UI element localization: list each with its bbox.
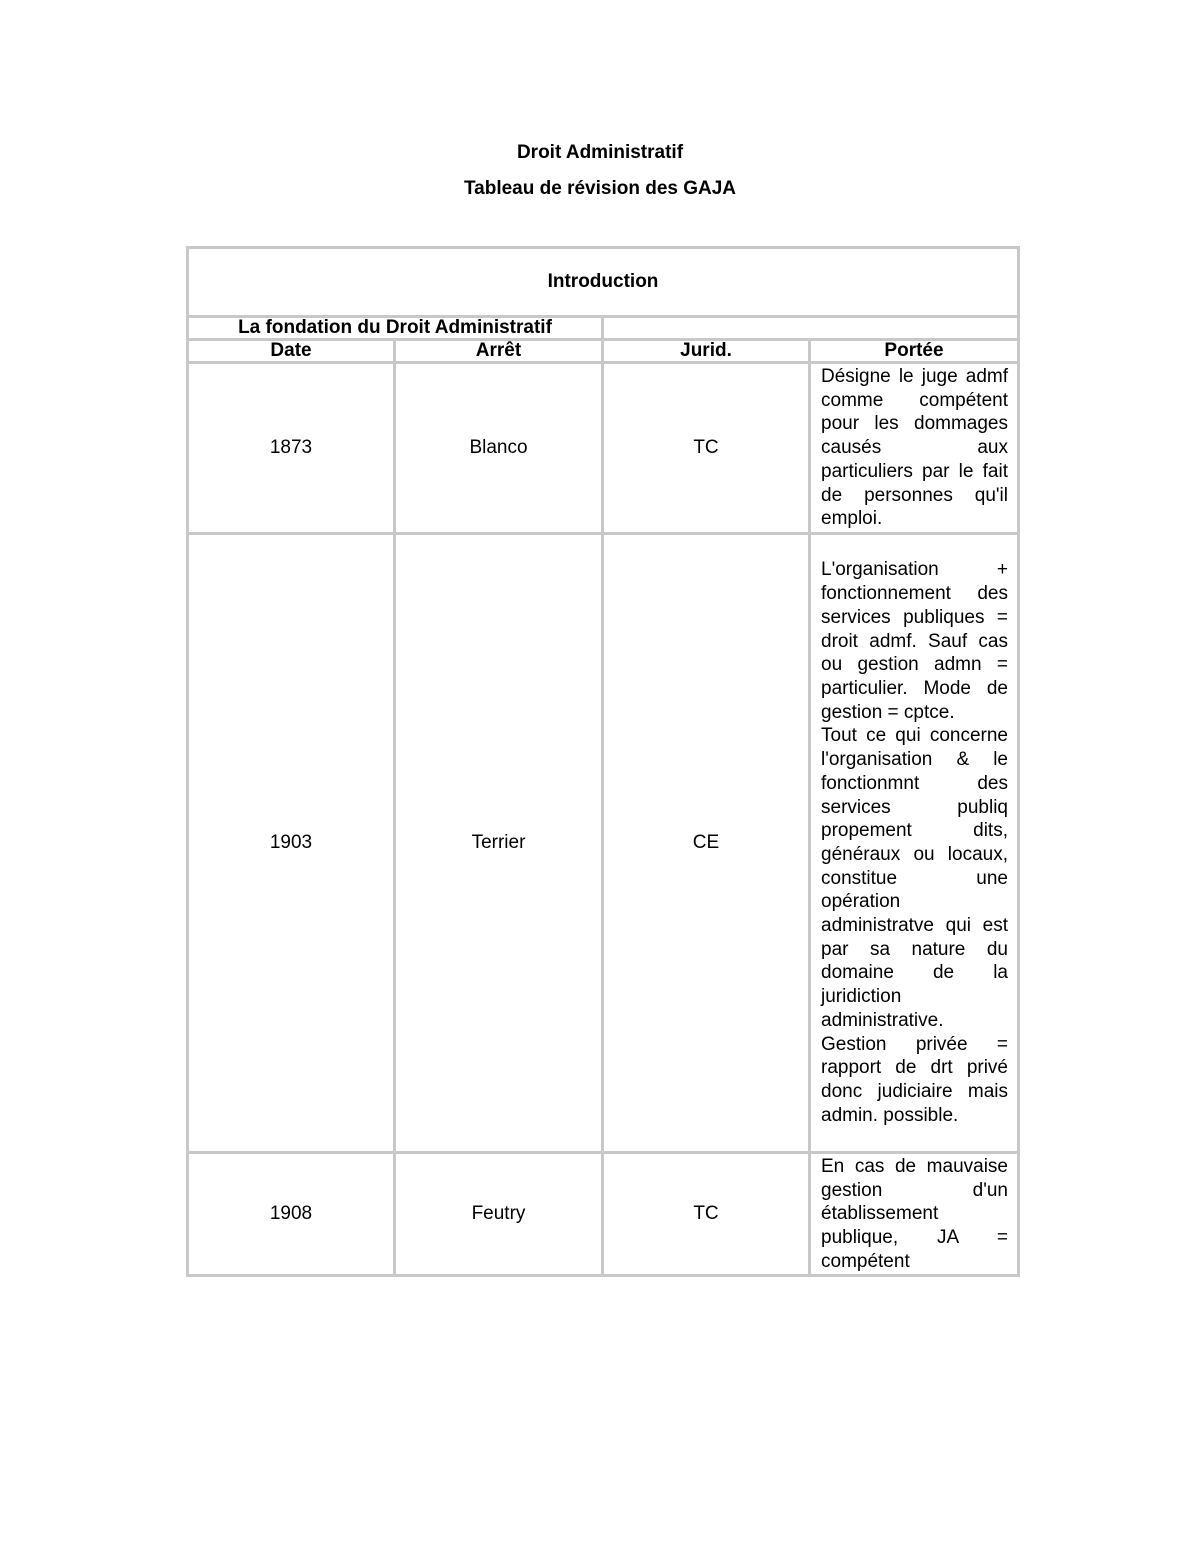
cell-date: 1903 — [188, 533, 395, 1152]
document-subtitle: Tableau de révision des GAJA — [463, 178, 737, 199]
cell-portee — [810, 533, 1019, 1152]
table-row — [188, 363, 1019, 534]
intro-heading: Introduction — [188, 248, 1019, 317]
header-jurid: Jurid. — [603, 340, 810, 363]
section-row — [188, 317, 1019, 340]
intro-row — [188, 248, 1019, 317]
cell-jurid: TC — [603, 1152, 810, 1276]
cell-jurid: TC — [603, 363, 810, 534]
document-title: Droit Administratif — [516, 142, 684, 163]
gaja-revision-table — [186, 246, 1020, 1277]
table-row — [188, 1152, 1019, 1276]
header-row — [188, 340, 1019, 363]
portee-text: En cas de mauvaise gestion d'un établissement publique, JA = compétent — [821, 1155, 1008, 1272]
portee-text: Tout ce qui concerne l'organisation & le fonctionmnt des services publiq propement dits, généraux ou locaux, constitue une opération administratve qui est par sa nature du domaine de la juridiction administrative. Gestion privée = rapport de drt privé donc judiciaire mais admin. possible. — [821, 725, 1008, 1126]
header-portee: Portée — [810, 340, 1019, 363]
header-arret: Arrêt — [395, 340, 603, 363]
portee-text: Désigne le juge admf comme compétent pour les dommages causés aux particuliers par le fait de personnes qu'il emploi. — [821, 366, 1008, 530]
cell-portee — [810, 1152, 1019, 1276]
cell-date: 1908 — [188, 1152, 395, 1276]
portee-text: L'organisation + fonctionnement des services publiques = droit admf. Sauf cas ou gestion admn = particulier. Mode de gestion = cptce. — [821, 559, 1008, 723]
cell-portee — [810, 363, 1019, 534]
section-empty-cell — [603, 317, 1019, 340]
cell-jurid: CE — [603, 533, 810, 1152]
table-row — [188, 533, 1019, 1152]
section-heading: La fondation du Droit Administratif — [188, 317, 603, 340]
cell-date: 1873 — [188, 363, 395, 534]
cell-arret: Feutry — [395, 1152, 603, 1276]
cell-arret: Terrier — [395, 533, 603, 1152]
cell-arret: Blanco — [395, 363, 603, 534]
header-date: Date — [188, 340, 395, 363]
